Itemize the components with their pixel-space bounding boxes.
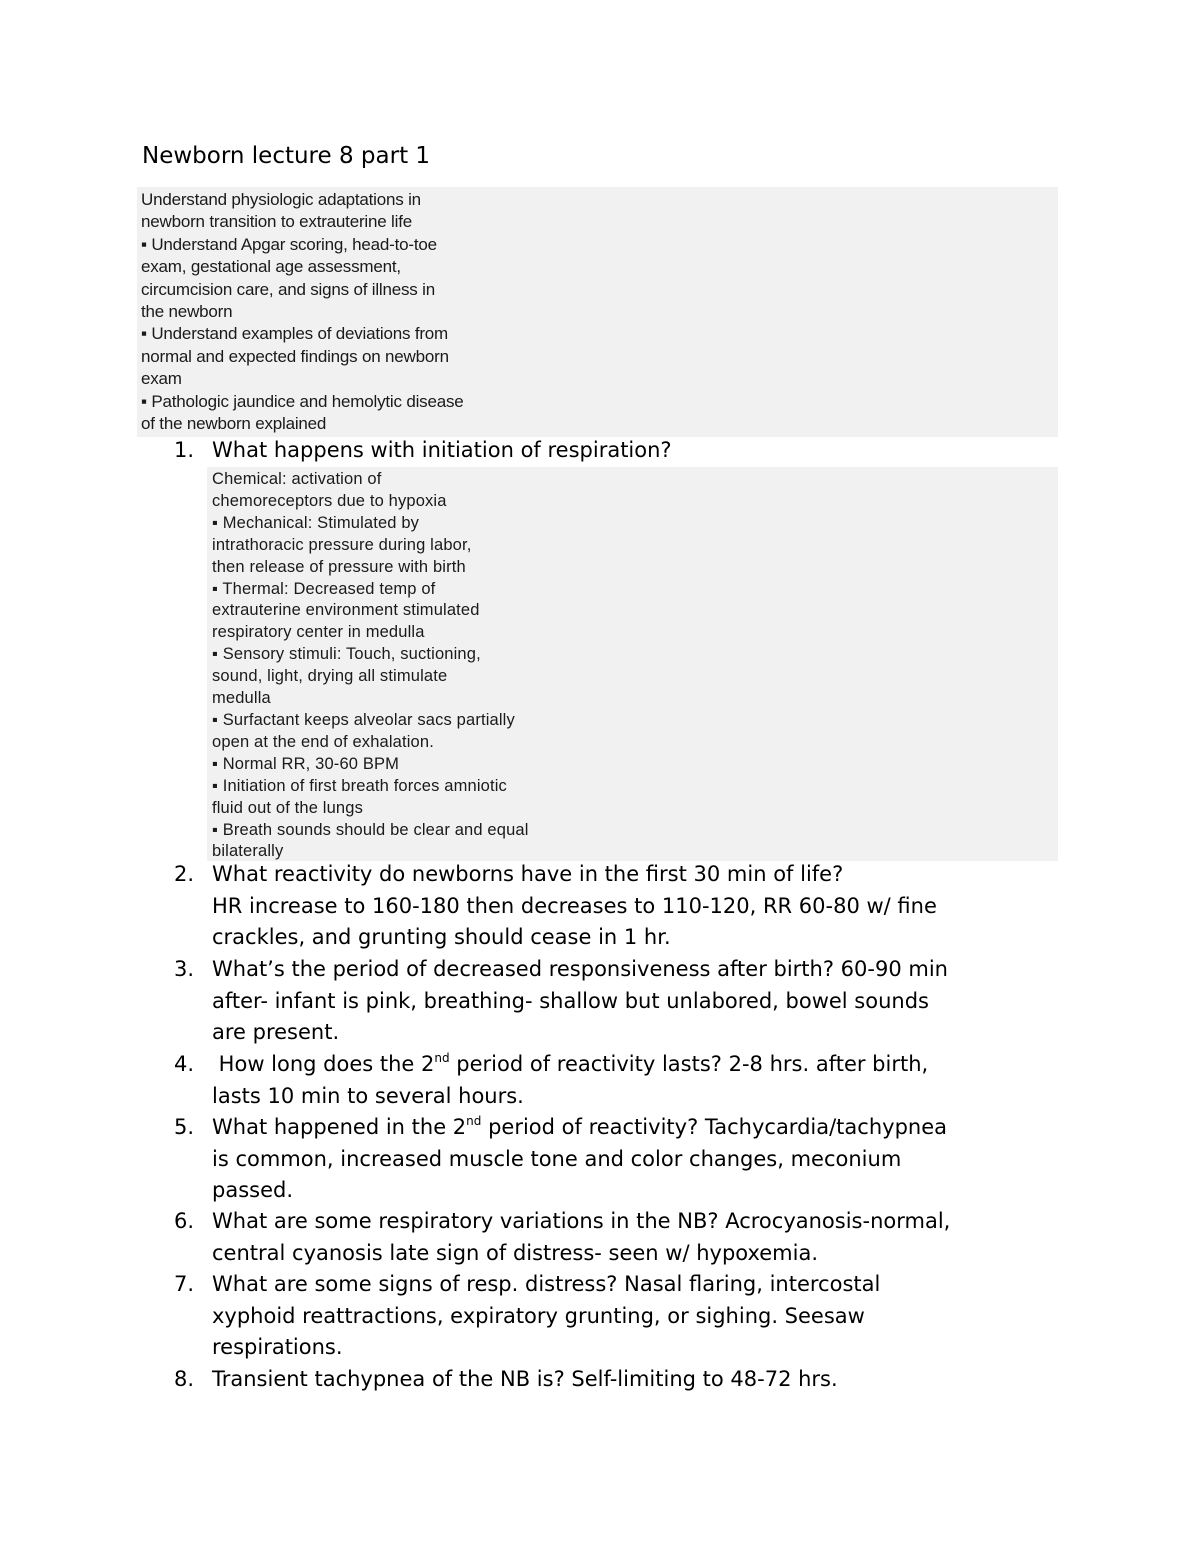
question-line: lasts 10 min to several hours. (212, 1083, 524, 1108)
objective-line: newborn transition to extrauterine life (141, 212, 412, 232)
answer-line: medulla (212, 689, 271, 708)
answer-line: sound, light, drying all stimulate (212, 667, 448, 686)
answer-line: ▪ Breath sounds should be clear and equal (212, 820, 529, 839)
question-line: respirations. (212, 1335, 343, 1359)
learning-objectives-box (137, 187, 1058, 437)
objective-line: Understand physiologic adaptations in (141, 190, 421, 209)
question-line: What are some respiratory variations in the NB? Acrocyanosis-normal, (212, 1209, 951, 1233)
answer-line: then release of pressure with birth (212, 557, 466, 576)
answer-line: fluid out of the lungs (212, 798, 363, 817)
answer-line: Chemical: activation of (212, 470, 382, 488)
question-item-3 (174, 954, 1054, 1049)
question-line: HR increase to 160-180 then decreases to 110-120, RR 60-80 w/ fine (212, 893, 937, 918)
question-item-8 (174, 1364, 1054, 1396)
question-item-7 (174, 1269, 1054, 1364)
question-number: 1. (174, 438, 195, 462)
question-text (212, 435, 1054, 467)
question-text-segment: What happened in the 2 (212, 1115, 467, 1139)
question-item-5 (174, 1112, 1054, 1207)
question-item-2 (174, 859, 1054, 954)
question-line: What are some signs of resp. distress? Nasal flaring, intercostal (212, 1272, 881, 1296)
question-text (212, 1049, 1054, 1112)
question-number: 5. (174, 1115, 195, 1139)
answer-line: ▪ Normal RR, 30-60 BPM (212, 754, 400, 773)
question-item-1 (174, 435, 1054, 467)
question-number: 6. (174, 1209, 195, 1233)
objective-line: ▪ Pathologic jaundice and hemolytic disease (141, 391, 464, 411)
answer-line: chemoreceptors due to hypoxia (212, 491, 447, 510)
question-item-4 (174, 1049, 1054, 1112)
answer-line: ▪ Mechanical: Stimulated by (212, 513, 420, 532)
objective-line: exam, gestational age assessment, (141, 257, 401, 277)
answer-line: ▪ Sensory stimuli: Touch, suctioning, (212, 645, 481, 664)
objective-line: circumcision care, and signs of illness in (141, 279, 435, 299)
question-line: xyphoid reattractions, expiratory grunting, or sighing. Seesaw (212, 1303, 865, 1328)
question-line: is common, increased muscle tone and color changes, meconium (212, 1146, 902, 1171)
question-line: central cyanosis late sign of distress- seen w/ hypoxemia. (212, 1240, 819, 1265)
answer-line: ▪ Surfactant keeps alveolar sacs partially (212, 710, 515, 729)
objective-line: ▪ Understand Apgar scoring, head-to-toe (141, 234, 437, 254)
question-line: are present. (212, 1020, 340, 1044)
objective-line: ▪ Understand examples of deviations from (141, 324, 449, 344)
question-text (212, 859, 1054, 954)
question-item-6 (174, 1206, 1054, 1269)
objective-line: the newborn (141, 302, 233, 322)
question-number: 8. (174, 1367, 195, 1391)
answer-line: respiratory center in medulla (212, 623, 425, 642)
question-text-segment: period of reactivity? Tachycardia/tachypnea (481, 1115, 947, 1139)
question-number: 7. (174, 1272, 195, 1296)
ordinal-suffix: nd (434, 1051, 450, 1065)
question-text (212, 1206, 1054, 1269)
answer-line: ▪ Thermal: Decreased temp of (212, 579, 436, 598)
answer-line: intrathoracic pressure during labor, (212, 535, 472, 554)
ordinal-suffix: nd (466, 1114, 482, 1128)
question-number: 4. (174, 1052, 195, 1076)
question-number: 3. (174, 957, 195, 981)
question-text (212, 1112, 1054, 1207)
document-title: Newborn lecture 8 part 1 (142, 143, 431, 169)
objective-line: normal and expected findings on newborn (141, 346, 449, 366)
question-number: 2. (174, 862, 195, 886)
answer-line: extrauterine environment stimulated (212, 601, 480, 620)
question-text-segment: period of reactivity lasts? 2-8 hrs. after birth, (449, 1052, 929, 1076)
question-text (212, 1269, 1054, 1364)
question-line: passed. (212, 1178, 294, 1202)
question-text (212, 954, 1054, 1049)
question-text (212, 1364, 1054, 1396)
question-line: What reactivity do newborns have in the first 30 min of life? (212, 862, 844, 886)
objective-line: exam (141, 369, 182, 389)
question-line (212, 1112, 1054, 1144)
question-line: crackles, and grunting should cease in 1 hr. (212, 925, 671, 949)
question-line (212, 1049, 1054, 1081)
answer-line: open at the end of exhalation. (212, 732, 434, 751)
question-line: What happens with initiation of respiration? (212, 438, 672, 462)
answer-line: bilaterally (212, 842, 284, 861)
question-text-segment: How long does the 2 (212, 1052, 435, 1076)
answer-line: ▪ Initiation of first breath forces amniotic (212, 776, 507, 795)
question-line: Transient tachypnea of the NB is? Self-limiting to 48-72 hrs. (212, 1367, 838, 1391)
question-line: What’s the period of decreased responsiveness after birth? 60-90 min (212, 957, 948, 981)
objective-line: of the newborn explained (141, 414, 327, 434)
respiration-answer-box (207, 467, 1058, 861)
question-line: after- infant is pink, breathing- shallow but unlabored, bowel sounds (212, 988, 929, 1013)
